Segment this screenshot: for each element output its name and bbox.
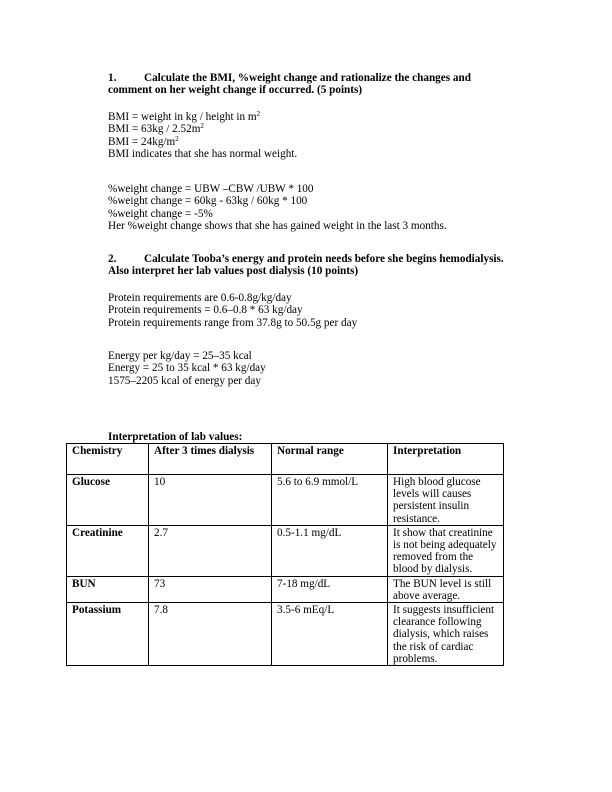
weight-change-conclusion: Her %weight change shows that she has gained weight in the last 3 months. (108, 220, 447, 233)
energy-calculation (108, 350, 528, 387)
bmi-line: BMI = weight in kg / height in $m^2$ (108, 110, 261, 123)
bmi-conclusion: BMI indicates that she has normal weight. (108, 148, 298, 161)
cell-normal-range: 3.5-6 mEq/L (272, 603, 388, 666)
bmi-calculation (108, 111, 528, 161)
question-1-number: 1. (108, 72, 117, 84)
cell-value: 2.7 (149, 525, 272, 576)
protein-line: Protein requirements = 0.6–0.8 * 63 kg/day (108, 304, 303, 317)
cell-value: 73 (149, 576, 272, 602)
lab-values-table (66, 443, 504, 666)
protein-line: Protein requirements are 0.6-0.8g/kg/day (108, 292, 292, 304)
cell-value: 10 (149, 475, 272, 526)
energy-line: Energy per kg/day = 25–35 kcal (108, 350, 252, 362)
question-1-title-line1: Calculate the BMI, %weight change and rationalize the changes and (144, 72, 471, 84)
bmi-line: BMI = $24kg/m^2$ (108, 134, 179, 148)
cell-normal-range: 0.5-1.1 mg/dL (272, 525, 388, 576)
cell-normal-range: 7-18 mg/dL (272, 576, 388, 602)
protein-line: Protein requirements range from 37.8g to 50.5g per day (108, 316, 358, 329)
column-header-chemistry: Chemistry (67, 444, 149, 475)
table-row (67, 603, 504, 666)
energy-line: 1575–2205 kcal of energy per day (108, 374, 261, 387)
cell-chemistry: Glucose (67, 475, 149, 526)
energy-line: Energy = 25 to 35 kcal * 63 kg/day (108, 362, 266, 375)
column-header-normal-range: Normal range (272, 444, 388, 475)
bmi-line: BMI = $63kg / 2.52m^2$ (108, 122, 204, 136)
table-row (67, 525, 504, 576)
weight-change-calculation (108, 183, 528, 233)
question-1-title-line2: comment on her weight change if occurred. (5 points) (108, 84, 363, 97)
lab-table-heading: Interpretation of lab values: (108, 431, 243, 443)
cell-chemistry: BUN (67, 576, 149, 602)
question-2-heading (108, 253, 528, 278)
question-2-title-line2: Also interpret her lab values post dialysis (10 points) (108, 265, 359, 278)
column-header-interpretation: Interpretation (388, 444, 504, 475)
table-header-row (67, 444, 504, 475)
cell-interpretation: It suggests insufficient clearance following dialysis, which raises the risk of cardiac problems. (388, 603, 504, 666)
protein-calculation (108, 292, 528, 329)
weight-change-line: %weight change = UBW –CBW /UBW * 100 (108, 183, 314, 195)
cell-value: 7.8 (149, 603, 272, 666)
question-2-number: 2. (108, 253, 117, 265)
cell-chemistry: Potassium (67, 603, 149, 666)
cell-interpretation: The BUN level is still above average. (388, 576, 504, 602)
column-header-after-dialysis: After 3 times dialysis (149, 444, 272, 475)
table-row (67, 576, 504, 602)
question-2-title-line1: Calculate Tooba’s energy and protein needs before she begins hemodialysis. (144, 253, 504, 265)
weight-change-line: %weight change = 60kg - 63kg / 60kg * 100 (108, 195, 308, 208)
question-1-heading (108, 72, 528, 97)
table-row (67, 475, 504, 526)
cell-interpretation: High blood glucose levels will causes persistent insulin resistance. (388, 475, 504, 526)
cell-normal-range: 5.6 to 6.9 mmol/L (272, 475, 388, 526)
weight-change-line: %weight change = -5% (108, 207, 213, 220)
cell-chemistry: Creatinine (67, 525, 149, 576)
cell-interpretation: It show that creatinine is not being adequately removed from the blood by dialysis. (388, 525, 504, 576)
